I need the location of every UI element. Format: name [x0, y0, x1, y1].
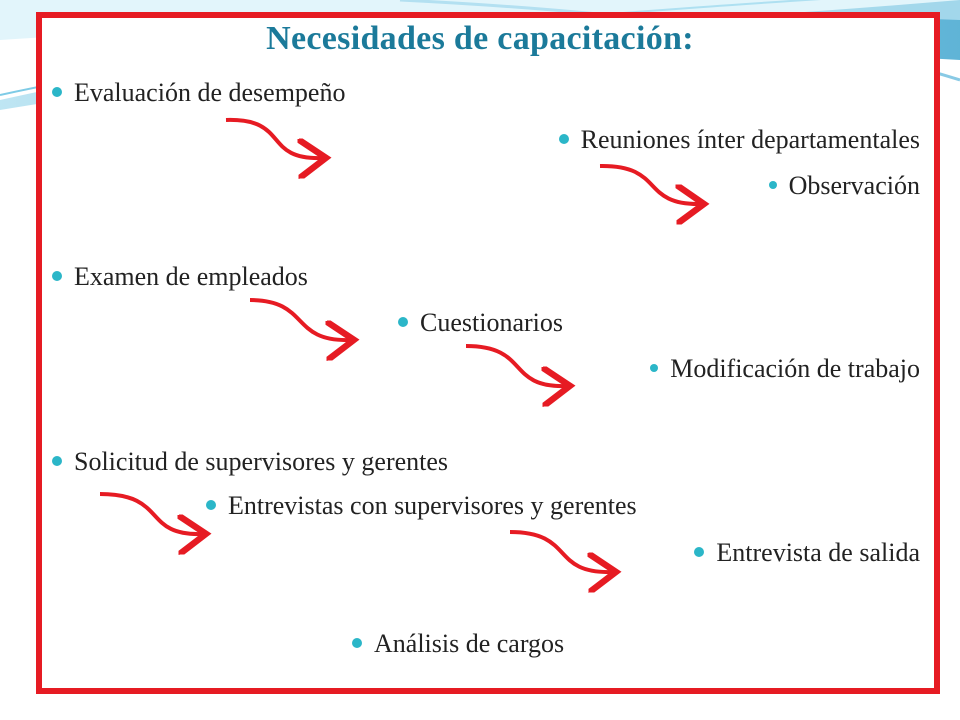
bullet-icon — [352, 638, 362, 648]
bullet-icon — [206, 500, 216, 510]
item-label: Examen de empleados — [74, 262, 308, 291]
item-label: Solicitud de supervisores y gerentes — [74, 447, 449, 476]
list-item — [398, 308, 563, 338]
bullet-icon — [52, 456, 62, 466]
bullet-icon — [559, 134, 569, 144]
item-label: Entrevistas con supervisores y gerentes — [228, 491, 637, 520]
item-label: Evaluación de desempeño — [74, 78, 346, 107]
list-item — [206, 491, 637, 521]
list-item — [694, 538, 920, 568]
list-item — [52, 262, 308, 292]
bullet-icon — [52, 271, 62, 281]
item-label: Observación — [788, 171, 920, 200]
list-item — [650, 354, 920, 384]
item-label: Modificación de trabajo — [670, 354, 920, 383]
item-label: Entrevista de salida — [716, 538, 920, 567]
item-label: Reuniones ínter departamentales — [580, 125, 920, 154]
bullet-icon — [398, 317, 408, 327]
item-label: Cuestionarios — [420, 308, 563, 337]
bullet-icon — [650, 364, 658, 372]
list-item — [52, 78, 345, 108]
item-label: Análisis de cargos — [374, 629, 565, 658]
content-frame — [36, 12, 940, 694]
list-item — [352, 629, 564, 659]
list-item — [769, 171, 920, 201]
list-item — [559, 125, 920, 155]
bullet-icon — [769, 181, 777, 189]
bullet-icon — [52, 87, 62, 97]
slide-title: Necesidades de capacitación: — [266, 20, 694, 57]
bullet-icon — [694, 547, 704, 557]
list-item — [52, 447, 448, 477]
